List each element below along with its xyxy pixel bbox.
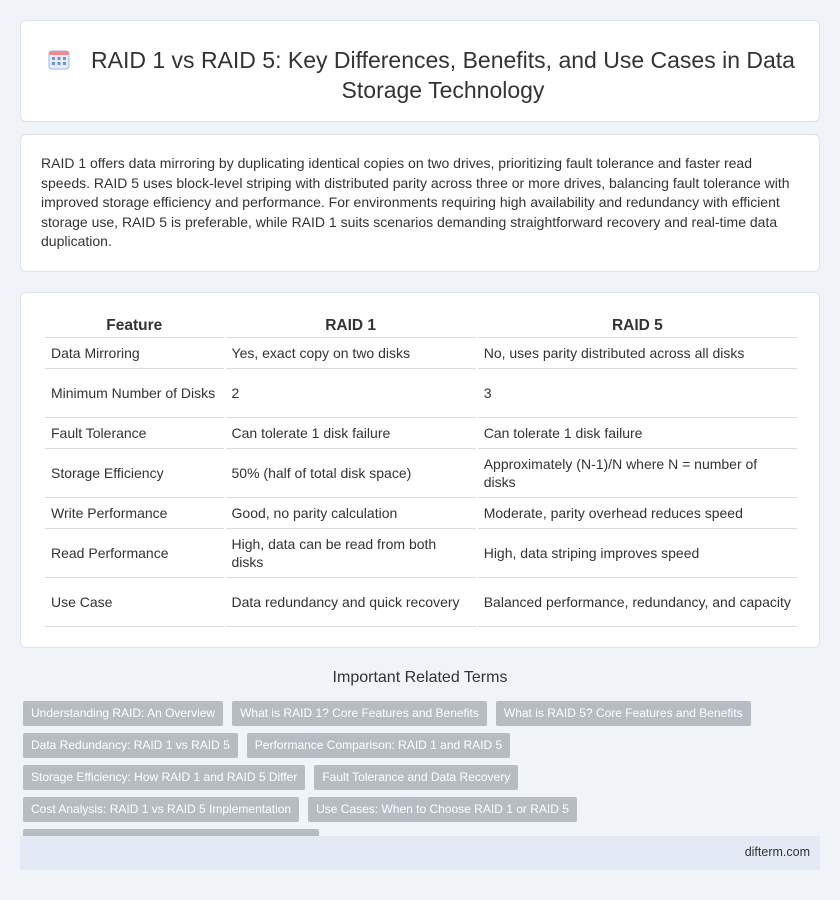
calendar-grid-icon bbox=[48, 48, 70, 70]
header-raid1: RAID 1 bbox=[226, 313, 476, 338]
feature-cell: Storage Efficiency bbox=[45, 449, 224, 498]
related-term-link[interactable]: What is RAID 5? Core Features and Benefits bbox=[496, 701, 751, 726]
table-row bbox=[45, 449, 797, 498]
related-term-link[interactable]: Performance Comparison: RAID 1 and RAID 5 bbox=[247, 733, 510, 758]
table-row bbox=[45, 369, 797, 418]
table-row bbox=[45, 529, 797, 578]
raid1-cell: High, data can be read from both disks bbox=[226, 529, 476, 578]
comparison-table bbox=[43, 313, 799, 627]
header-card bbox=[20, 20, 820, 122]
raid5-cell: Balanced performance, redundancy, and capacity bbox=[478, 578, 797, 627]
raid1-cell: Data redundancy and quick recovery bbox=[226, 578, 476, 627]
comparison-table-card bbox=[20, 292, 820, 648]
related-term-link[interactable]: Use Cases: When to Choose RAID 1 or RAID 5 bbox=[308, 797, 577, 822]
raid5-cell: 3 bbox=[478, 369, 797, 418]
related-term-link[interactable]: What is RAID 1? Core Features and Benefits bbox=[232, 701, 487, 726]
related-term-link[interactable]: Cost Analysis: RAID 1 vs RAID 5 Implementation bbox=[23, 797, 299, 822]
summary-card bbox=[20, 134, 820, 272]
related-term-link[interactable]: Storage Efficiency: How RAID 1 and RAID 5 Differ bbox=[23, 765, 305, 790]
table-header-row bbox=[45, 313, 797, 338]
raid1-cell: 50% (half of total disk space) bbox=[226, 449, 476, 498]
page-title: RAID 1 vs RAID 5: Key Differences, Benefits, and Use Cases in Data Storage Technology bbox=[91, 47, 795, 103]
raid1-cell: Yes, exact copy on two disks bbox=[226, 338, 476, 369]
raid1-cell: Good, no parity calculation bbox=[226, 498, 476, 529]
feature-cell: Fault Tolerance bbox=[45, 418, 224, 449]
raid5-cell: Approximately (N-1)/N where N = number of disks bbox=[478, 449, 797, 498]
header-raid5: RAID 5 bbox=[478, 313, 797, 338]
feature-cell: Write Performance bbox=[45, 498, 224, 529]
feature-cell: Use Case bbox=[45, 578, 224, 627]
raid1-cell: Can tolerate 1 disk failure bbox=[226, 418, 476, 449]
summary-text: RAID 1 offers data mirroring by duplicating identical copies on two drives, prioritizing fault tolerance and faster read speeds. RAID 5 uses block-level striping with distributed parity across three or more drives, balancing fault tolerance with improved storage efficiency and performance. For environments requiring high availability and redundancy with efficient storage use, RAID 5 is preferable, while RAID 1 suits scenarios demanding straightforward recovery and real-time data duplication. bbox=[41, 155, 790, 249]
footer bbox=[20, 836, 820, 870]
related-terms-list bbox=[23, 701, 783, 854]
related-term-link[interactable]: Fault Tolerance and Data Recovery bbox=[314, 765, 518, 790]
related-terms-title: Important Related Terms bbox=[332, 669, 508, 686]
raid5-cell: Moderate, parity overhead reduces speed bbox=[478, 498, 797, 529]
raid5-cell: Can tolerate 1 disk failure bbox=[478, 418, 797, 449]
feature-cell: Read Performance bbox=[45, 529, 224, 578]
raid1-cell: 2 bbox=[226, 369, 476, 418]
table-row bbox=[45, 578, 797, 627]
table-row bbox=[45, 498, 797, 529]
raid5-cell: High, data striping improves speed bbox=[478, 529, 797, 578]
feature-cell: Minimum Number of Disks bbox=[45, 369, 224, 418]
feature-cell: Data Mirroring bbox=[45, 338, 224, 369]
footer-brand[interactable]: difterm.com bbox=[744, 845, 810, 859]
related-term-link[interactable]: Understanding RAID: An Overview bbox=[23, 701, 223, 726]
table-row bbox=[45, 338, 797, 369]
raid5-cell: No, uses parity distributed across all disks bbox=[478, 338, 797, 369]
table-row bbox=[45, 418, 797, 449]
header-feature: Feature bbox=[45, 313, 224, 338]
related-term-link[interactable]: Data Redundancy: RAID 1 vs RAID 5 bbox=[23, 733, 238, 758]
